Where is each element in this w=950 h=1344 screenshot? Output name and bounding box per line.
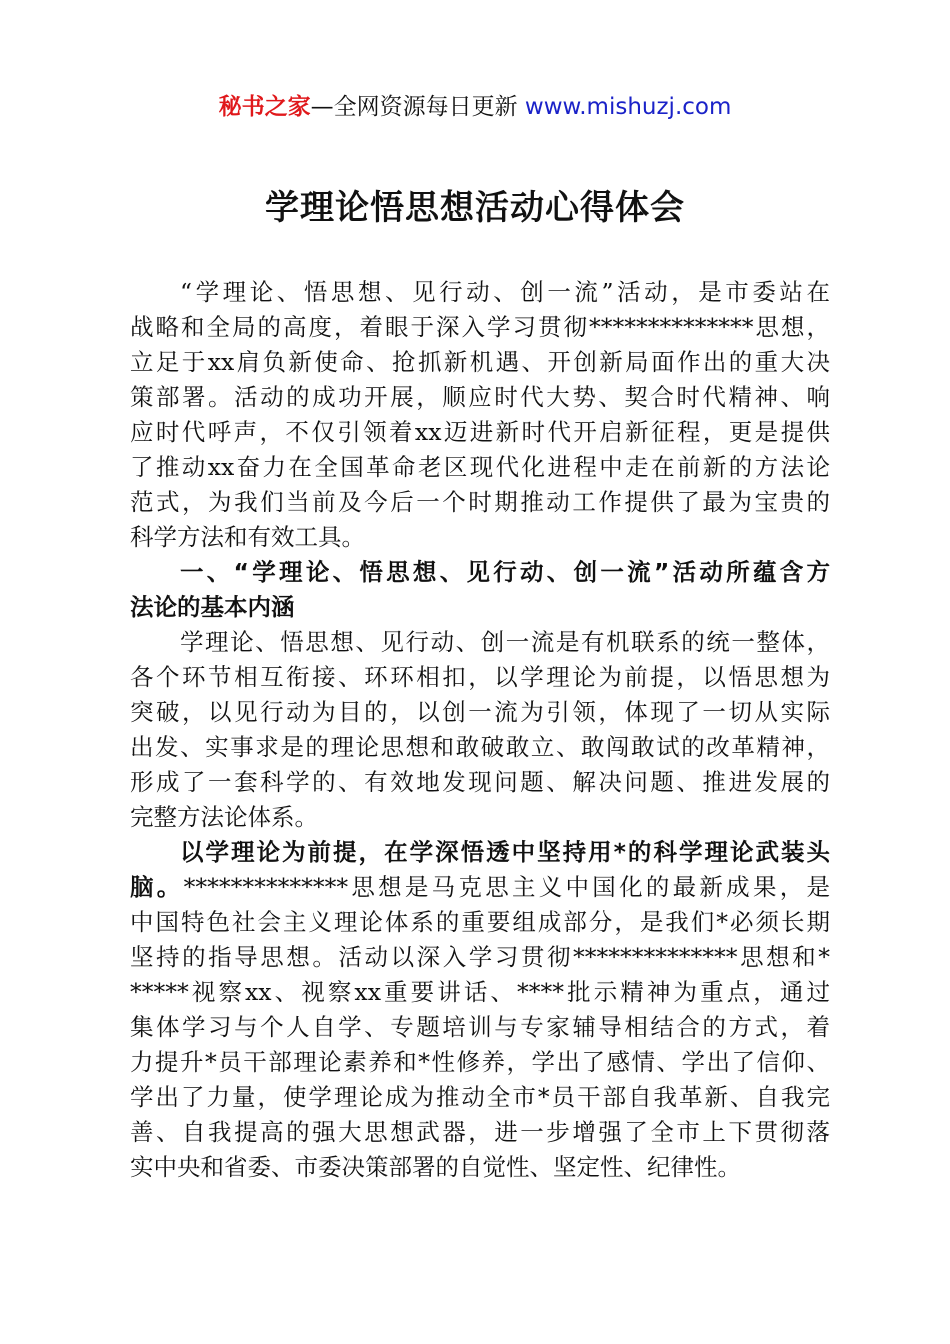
text-line: 各个环节相互衔接、环环相扣，以学理论为前提，以悟思想为 (130, 663, 830, 691)
text-line: 战略和全局的高度，着眼于深入学习贯彻**************思想， (130, 313, 830, 341)
text-line: “学理论、悟思想、见行动、创一流”活动，是市委站在 (180, 278, 830, 306)
text-line: *****视察xx、视察xx重要讲话、****批示精神为重点，通过 (130, 978, 830, 1006)
section-heading (130, 555, 830, 625)
heading-line: 一、“学理论、悟思想、见行动、创一流”活动所蕴含方 (180, 558, 830, 586)
text-line: 范式，为我们当前及今后一个时期推动工作提供了最为宝贵的 (130, 488, 830, 516)
text-line: 策部署。活动的成功开展，顺应时代大势、契合时代精神、响 (130, 383, 830, 411)
text-line: 完整方法论体系。 (130, 803, 318, 831)
paragraph (130, 275, 830, 555)
text-line: 坚持的指导思想。活动以深入学习贯彻**************思想和* (130, 943, 830, 971)
text-line: 了推动xx奋力在全国革命老区现代化进程中走在前新的方法论 (130, 453, 830, 481)
text-line: 学理论、悟思想、见行动、创一流是有机联系的统一整体， (180, 628, 830, 656)
lead-sentence-end: 脑。 (130, 873, 184, 901)
banner-tagline: —全网资源每日更新 (310, 94, 518, 120)
text-line: 出发、实事求是的理论思想和敢破敢立、敢闯敢试的改革精神， (130, 733, 830, 761)
text-line: 善、自我提高的强大思想武器，进一步增强了全市上下贯彻落 (130, 1118, 830, 1146)
text-line (130, 870, 830, 905)
text-line: 学出了力量，使学理论成为推动全市*员干部自我革新、自我完 (130, 1083, 830, 1111)
text-segment: **************思想是马克思主义中国化的最新成果，是 (183, 873, 831, 901)
document-title: 学理论悟思想活动心得体会 (265, 188, 685, 228)
banner-url-link[interactable]: www.mishuzj.com (524, 94, 732, 120)
lead-sentence-line: 以学理论为前提，在学深悟透中坚持用*的科学理论武装头 (180, 838, 830, 866)
text-line: 突破，以见行动为目的，以创一流为引领，体现了一切从实际 (130, 698, 830, 726)
text-line: 立足于xx肩负新使命、抢抓新机遇、开创新局面作出的重大决 (130, 348, 830, 376)
text-line: 力提升*员干部理论素养和*性修养，学出了感情、学出了信仰、 (130, 1048, 830, 1076)
text-line: 形成了一套科学的、有效地发现问题、解决问题、推进发展的 (130, 768, 830, 796)
heading-line: 法论的基本内涵 (130, 593, 295, 621)
text-line: 应时代呼声，不仅引领着xx迈进新时代开启新征程，更是提供 (130, 418, 830, 446)
text-line: 实中央和省委、市委决策部署的自觉性、坚定性、纪律性。 (130, 1153, 741, 1181)
text-line: 集体学习与个人自学、专题培训与专家辅导相结合的方式，着 (130, 1013, 830, 1041)
site-banner (0, 88, 950, 121)
paragraph (130, 625, 830, 835)
text-line: 科学方法和有效工具。 (130, 523, 365, 551)
document-body (130, 275, 830, 1185)
banner-brand: 秘书之家 (218, 94, 311, 120)
paragraph (130, 835, 830, 1185)
text-line: 中国特色社会主义理论体系的重要组成部分，是我们*必须长期 (130, 908, 830, 936)
